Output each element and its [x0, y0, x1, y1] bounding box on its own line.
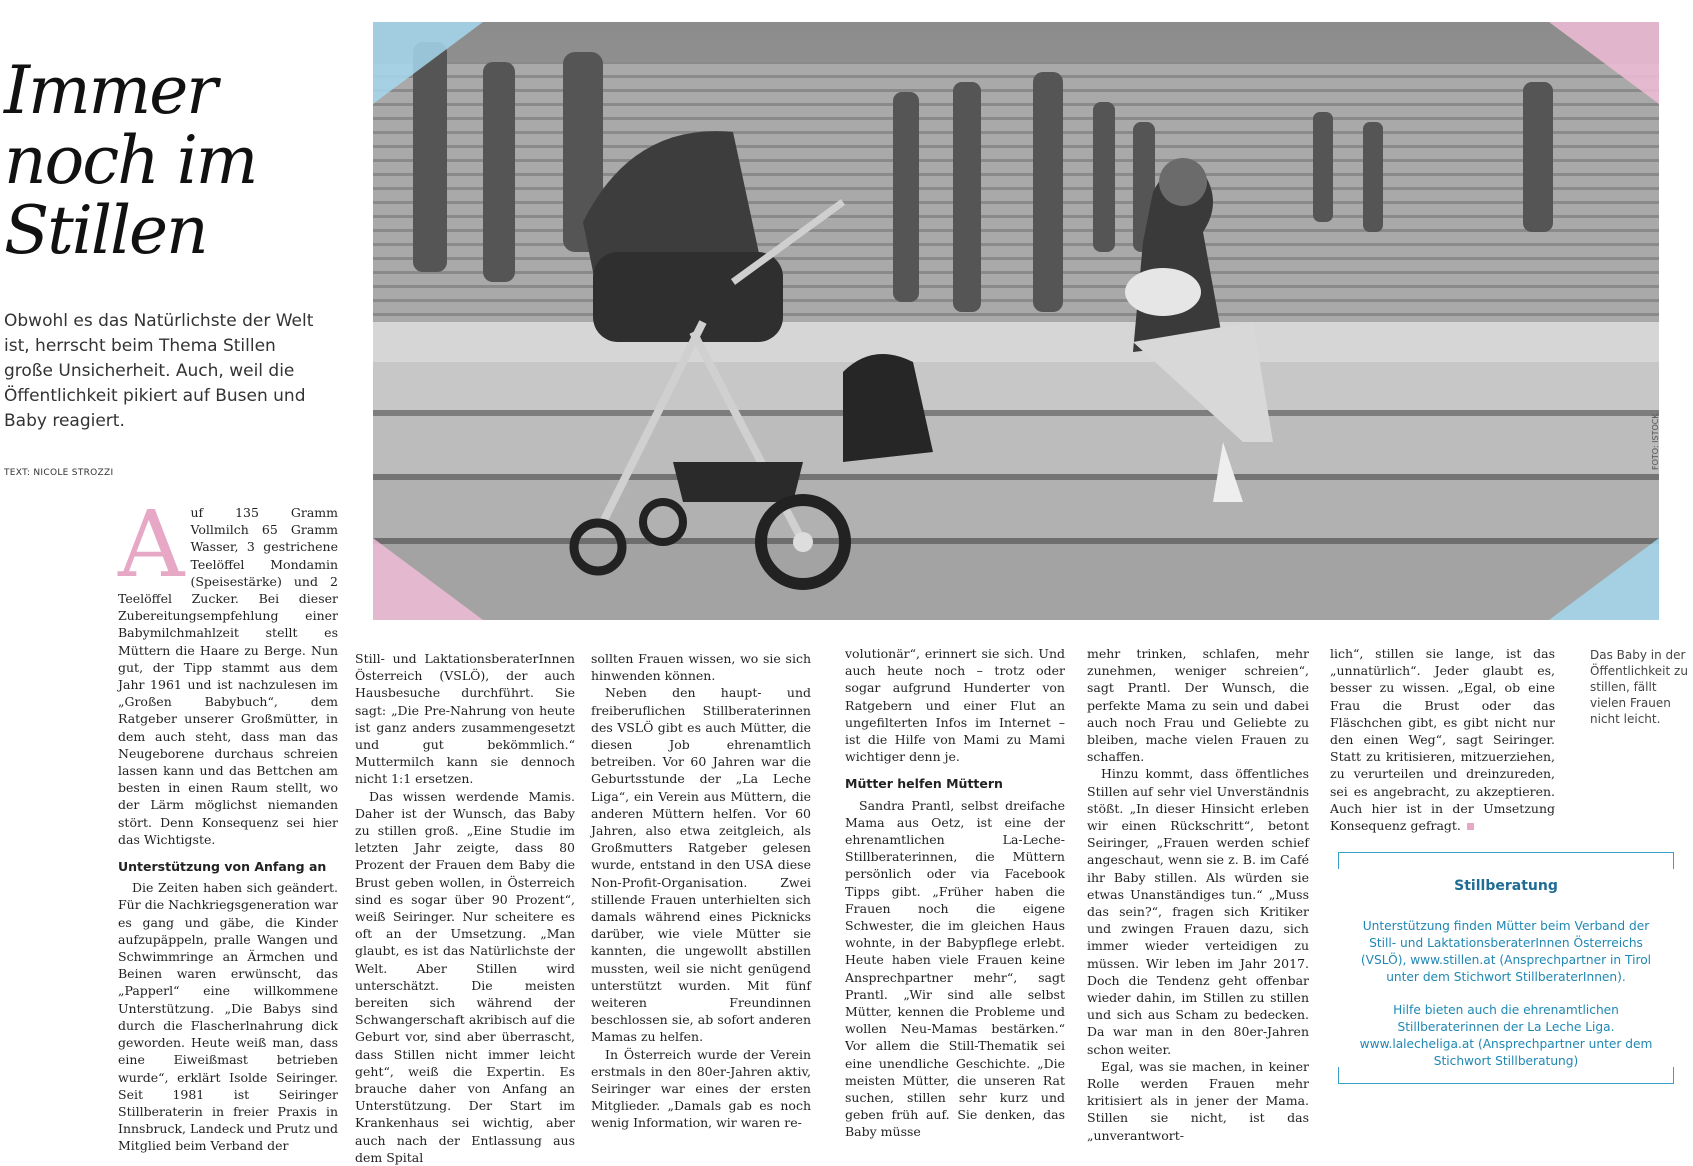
headline-line-2: noch im [4, 122, 257, 199]
headline [4, 52, 344, 269]
subheading-unterstuetzung: Unterstützung von Anfang an [118, 859, 327, 875]
lead-paragraph: Obwohl es das Natürlichste der Welt ist, herrscht beim Thema Stillen große Unsicherheit. Auch, weil die Öffentlichkeit pikiert auf Busen und Baby reagiert. [4, 311, 314, 431]
col1-paragraph-2: Die Zeiten haben sich geändert. Für die Nachkriegsgeneration war es gang und gäbe, die Kinder aufzupäppeln, pralle Wangen und Schwimmringe an Ärmchen und Beinen waren erwünscht, das „Papperl“ eine willkommene Unterstützung. „Die Babys sind durch die Flascherlnahrung dick geworden. Heute weiß man, dass eine Eiweißmast betrieben wurde“, erklärt Isolde Seiringer. Seit 1981 ist Seiringer Stillberaterin in freier Praxis in Innsbruck, Landeck und Prutz und Mitglied beim Verband der [118, 880, 338, 1154]
col4-paragraph-2: Sandra Prantl, selbst dreifache Mama aus Oetz, ist eine der ehrenamtlichen La-Leche-Stillberaterinnen, die Müttern persönlich oder via Facebook Tipps gibt. „Früher haben die Frauen noch die eigene Schwester, die im gleichen Haus wohnte, in der Babypflege erlebt. Heute haben viele Frauen keine Ansprechpartner mehr“, sagt Prantl. „Wir sind alle selbst Mütter, kennen die Probleme und wollen Neu-Mamas bestärken.“ Vor allem die Still-Thematik sei eine unendliche Geschichte. „Die meisten Mütter, die unseren Rat suchen, stillen sehr kurz und geben früh auf. Sie denken, das Baby müsse [845, 797, 1065, 1140]
col2-paragraph-1: Still- und LaktationsberaterInnen Österreich (VSLÖ), der auch Hausbesuche durchführt. Sie sagt: „Die Pre-Nahrung von heute ist ganz anders zusammengesetzt und gut bekömmlich.“ Muttermilch kann sie dennoch nicht 1:1 ersetzen. [355, 651, 575, 787]
info-box-text-1: Unterstützung finden Mütter beim Verband der Still- und LaktationsberaterInnen Österreichs (VSLÖ), www.stillen.at (Ansprechpartner in Tirol unter dem Stichwort StillberaterInnen). [1360, 919, 1652, 984]
article-column-1 [118, 491, 338, 1155]
col5-paragraph-1: mehr trinken, schlafen, mehr zunehmen, weniger schreien“, sagt Prantl. Der Wunsch, die perfekte Mama zu sein und dabei auch noch Frau und Geliebte zu bleiben, mache vielen Frauen zu schaffen. [1087, 646, 1309, 765]
photo-credit: FOTO: ISTOCK [1651, 413, 1660, 470]
article-column-6 [1330, 645, 1555, 834]
end-mark [1467, 823, 1474, 830]
col5-paragraph-2: Hinzu kommt, dass öffentliches Stillen auf sehr viel Unverständnis stößt. „In dieser Hinsicht erleben wir einen Rückschritt“, betont Seiringer, „Frauen werden schief angeschaut, wenn sie z. B. im Café ihr Baby stillen. Als würden sie etwas Unanständiges tun.“ „Muss das sein?“, fragen sich Kritiker und zwingen Frauen dazu, sich immer wieder verteidigen zu müssen. Wir leben im Jahr 2017. Doch die Tendenz geht offenbar wieder dahin, im Stillen zu stillen und sich aus Scham zu bedecken. Da war man in den 80er-Jahren schon weiter. [1087, 766, 1309, 1057]
col4-paragraph-1: volutionär“, erinnert sie sich. Und auch heute noch – trotz oder sogar aufgrund Hunderter von Ratgebern und einer Flut an ungefilterten Infos im Internet – ist die Hilfe von Mami zu Mami wichtiger denn je. [845, 646, 1065, 765]
subheading-muetter-helfen: Mütter helfen Müttern [845, 776, 1003, 792]
headline-line-1: Immer [4, 52, 216, 129]
col3-paragraph-3: In Österreich wurde der Verein erstmals in den 80er-Jahren aktiv, Seiringer war eines der ersten Mitglieder. „Damals gab es noch wenig Information, wir waren re- [591, 1046, 811, 1131]
article-column-4 [845, 645, 1065, 1141]
col3-paragraph-2: Neben den haupt- und freiberuflichen Stillberaterinnen des VSLÖ gibt es auch Mütter, die diesen Job ehrenamtlich betreiben. Vor 60 Jahren war die Geburtsstunde der „La Leche Liga“, ein Verein aus Müttern, die anderen Müttern helfen. Vor 60 Jahren, also etwa zeitgleich, als Großmutters Ratgeber gelesen wurde, entstand in den USA diese Non-Profit-Organisation. Zwei stillende Frauen unterhielten sich damals während eines Picknicks darüber, wie viele Mütter sie kannten, die ungewollt abstillen mussten, weil sie nicht genügend unterstützt wurden. Mit fünf weiteren Freundinnen beschlossen sie, ab sofort anderen Mamas zu helfen. [591, 685, 811, 1045]
col1-paragraph-1: uf 135 Gramm Vollmilch 65 Gramm Wasser, 3 gestrichene Teelöffel Mondamin (Speisestärke) und 2 Teelöffel Zucker. Bei dieser Zubereitungsempfehlung einer Babymilchmahlzeit stellt es Müttern die Haare zu Berge. Nun gut, der Tipp stammt aus dem Jahr 1961 und ist nachzulesen im „Großen Babybuch“, dem Ratgeber unserer Großmütter, in dem auch steht, dass man das Neugeborene durchaus schreien lassen kann und das Bettchen am besten in einen Raum stellt, wo der Lärm möglichst niemanden stört. Denn Konsequenz sei hier das Wichtigste. [118, 505, 338, 847]
info-box-text-2: Hilfe bieten auch die ehrenamtlichen Stillberaterinnen der La Leche Liga. www.lalecheliga.at (Ansprechpartner unter dem Stichwort Stillberatung) [1359, 1003, 1653, 1068]
info-box-bottom-bracket [1338, 1067, 1674, 1084]
photo-caption: Das Baby in der Öffentlichkeit zu stillen, fällt vielen Frauen nicht leicht. [1590, 648, 1688, 726]
info-box-title: Stillberatung [1454, 878, 1558, 894]
drop-cap: A [118, 491, 185, 598]
article-photo [373, 22, 1659, 620]
col2-paragraph-2: Das wissen werdende Mamis. Daher ist der Wunsch, das Baby zu stillen groß. „Eine Studie im letzten Jahr zeigte, dass 80 Prozent der Frauen dem Baby die Brust geben wollen, in Österreich sind es sogar über 90 Prozent“, weiß Seiringer. Nur scheitere es oft an der Umsetzung. „Man glaubt, es ist das Natürlichste der Welt. Aber Stillen wird unterschätzt. Die meisten bereiten sich während der Schwangerschaft akribisch auf die Geburt vor, sind aber überrascht, dass Stillen nicht immer leicht geht“, weiß die Expertin. Es brauche daher von Anfang an Unterstützung. Der Start im Krankenhaus sei wichtig, aber auch nach der Entlassung aus dem Spital [355, 788, 575, 1165]
info-box-top-bracket [1338, 852, 1674, 869]
col3-paragraph-1: sollten Frauen wissen, wo sie sich hinwenden können. [591, 651, 811, 684]
article-column-5 [1087, 645, 1309, 1144]
col6-text: lich“, stillen sie lange, ist das „unnatürlich“. Jeder glaubt es, besser zu wissen. „Egal, ob eine Frau die Brust oder das Fläschchen gibt, es gibt nicht nur den einen Weg“, sagt Seiringer. Statt zu kritisieren, mitzuerziehen, zu verurteilen und dreinzureden, sei es angebracht, zu akzeptieren. Auch hier ist in der Umsetzung Konsequenz gefragt. [1330, 646, 1555, 834]
article-column-3 [591, 650, 811, 1132]
col6-paragraph-1 [1330, 645, 1555, 834]
byline: TEXT: NICOLE STROZZI [4, 468, 114, 478]
info-box [1338, 852, 1674, 1084]
article-column-2 [355, 650, 575, 1166]
photo-illustration [373, 22, 1659, 620]
col5-paragraph-3: Egal, was sie machen, in keiner Rolle werden Frauen mehr kritisiert als in jener der Mama. Stillen sie nicht, ist das „unverantwort- [1087, 1058, 1309, 1143]
headline-line-3: Stillen [4, 192, 207, 269]
